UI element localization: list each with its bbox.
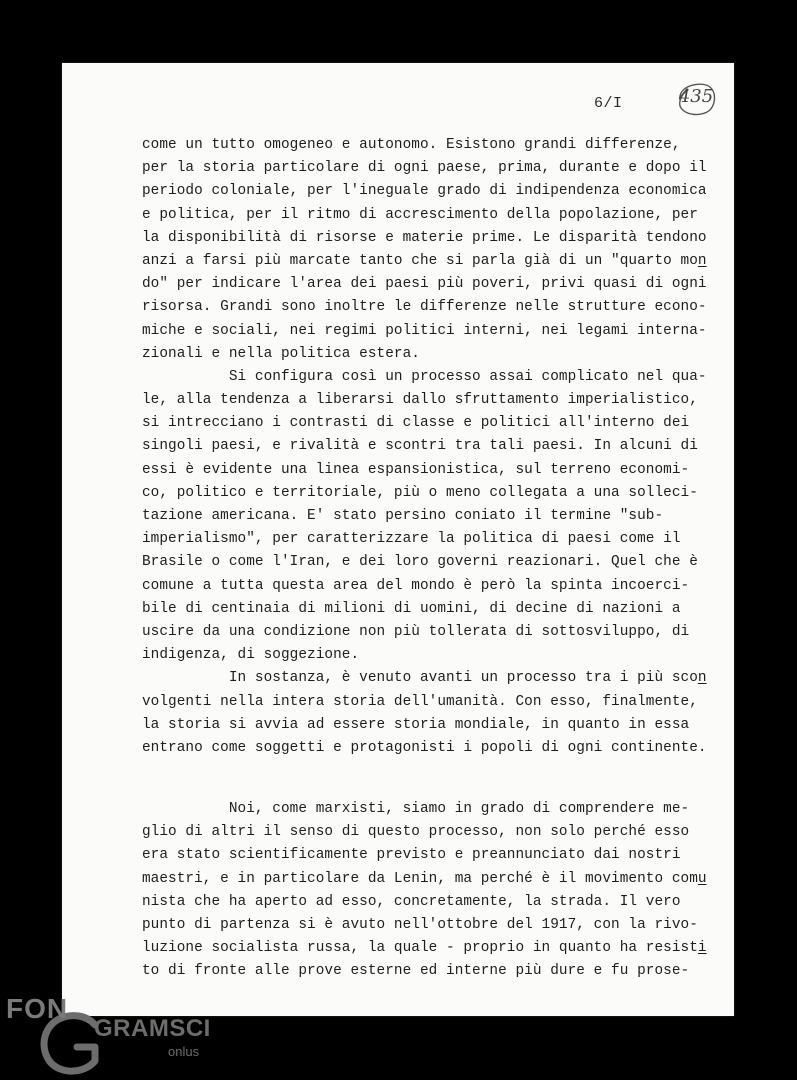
text-segment: risorsa. Grandi sono inoltre le differenze nelle strutture econo- <box>142 299 707 316</box>
text-segment: entrano come soggetti e protagonisti i popoli di ogni continente. <box>142 739 707 756</box>
underlined-text-segment: n <box>697 670 707 687</box>
text-segment: era stato scientificamente previsto e preannunciato dai nostri <box>142 847 681 864</box>
text-segment: to di fronte alle prove esterne ed interne più dure e fu prose- <box>142 963 690 980</box>
text-segment: tazione americana. E' stato persino coniato il termine "sub- <box>142 508 664 524</box>
text-line <box>142 366 707 389</box>
text-line <box>142 691 702 714</box>
text-segment: uscire da una condizione non più tollerata di sottosviluppo, di <box>142 623 690 640</box>
text-line <box>142 528 702 551</box>
text-segment: le, alla tendenza a liberarsi dallo sfruttamento imperialistico, <box>142 392 698 409</box>
text-segment: periodo coloniale, per l'ineguale grado di indipendenza economica <box>142 183 707 200</box>
text-segment: maestri, e in particolare da Lenin, ma perché è il movimento com <box>142 870 698 887</box>
text-line <box>142 134 702 157</box>
text-segment: Noi, come marxisti, siamo in grado di comprendere me- <box>142 801 690 817</box>
text-line <box>142 157 707 180</box>
text-line <box>142 914 702 937</box>
text-segment: luzione socialista russa, la quale - proprio in quanto ha resist <box>142 940 698 957</box>
text-segment: volgenti nella intera storia dell'umanità. Con esso, finalmente, <box>142 693 698 710</box>
text-line <box>142 250 707 273</box>
text-line <box>142 459 702 482</box>
text-line <box>142 844 702 867</box>
text-segment: la storia si avvia ad essere storia mondiale, in quanto in essa <box>142 716 690 733</box>
text-line <box>142 891 702 914</box>
page-number: 6/I <box>594 95 623 112</box>
text-segment: la disponibilità di risorse e materie prime. Le disparità tendono <box>142 229 707 246</box>
text-line <box>142 412 702 435</box>
text-segment: per la storia particolare di ogni paese, prima, durante e dopo il <box>142 160 707 177</box>
text-segment: indigenza, di soggezione. <box>142 647 360 664</box>
text-line <box>142 575 702 598</box>
text-segment: punto di partenza si è avuto nell'ottobre del 1917, con la rivo- <box>142 916 698 933</box>
text-line <box>142 204 702 227</box>
text-line <box>142 505 702 528</box>
text-segment: zionali e nella politica estera. <box>142 345 420 362</box>
text-segment: bile di centinaia di milioni di uomini, di decine di nazioni a <box>142 600 681 617</box>
text-segment: Brasile o come l'Iran, e dei loro governi reazionari. Quel che è <box>142 554 698 571</box>
text-segment: e politica, per il ritmo di accrescimento della popolazione, per <box>142 206 698 223</box>
text-segment: essi è evidente una linea espansionistica, sul terreno economi- <box>142 461 690 478</box>
handwritten-page-number <box>674 80 718 118</box>
text-segment: si intrecciano i contrasti di classe e politici all'interno dei <box>142 415 690 432</box>
text-segment: In sostanza, è venuto avanti un processo tra i più sco <box>142 670 698 687</box>
text-line <box>142 180 707 203</box>
text-line <box>142 273 707 296</box>
text-segment: glio di altri il senso di questo processo, non solo perché esso <box>142 824 690 841</box>
underlined-text-segment: i <box>697 940 707 957</box>
text-line <box>142 320 707 343</box>
text-line <box>142 798 702 821</box>
watermark-fon-text: FON <box>6 993 69 1024</box>
text-line <box>142 227 707 250</box>
document-page <box>62 63 734 1016</box>
text-segment: do" per indicare l'area dei paesi più poveri, privi quasi di ogni <box>142 276 707 293</box>
text-line <box>142 389 702 412</box>
body-text-block-2 <box>142 798 707 984</box>
text-segment: nista che ha aperto ad esso, concretamente, la strada. Il vero <box>142 893 681 910</box>
underlined-text-segment: n <box>697 252 707 269</box>
text-segment: Si configura così un processo assai complicato nel qua- <box>142 368 707 385</box>
text-segment: come un tutto omogeneo e autonomo. Esistono grandi differenze, <box>142 137 681 153</box>
body-text-block-1 <box>142 134 707 760</box>
text-line <box>142 343 702 366</box>
text-segment: imperialismo", per caratterizzare la politica di paesi come il <box>142 531 681 548</box>
text-line <box>142 667 707 690</box>
text-segment: co, politico e territoriale, più o meno collegata a una solleci- <box>142 484 698 501</box>
text-line <box>142 644 702 667</box>
text-line <box>142 435 702 458</box>
text-line <box>142 821 702 844</box>
watermark-gramsci-text: GRAMSCI <box>94 1015 211 1042</box>
text-line <box>142 737 707 760</box>
text-line <box>142 937 707 960</box>
text-line <box>142 296 707 319</box>
text-segment: comune a tutta questa area del mondo è però la spinta incoerci- <box>142 577 690 594</box>
text-line <box>142 960 702 983</box>
watermark-onlus-text: onlus <box>168 1044 200 1059</box>
watermark-logo <box>0 985 230 1080</box>
text-line <box>142 551 702 574</box>
text-line <box>142 868 707 891</box>
text-line <box>142 714 702 737</box>
text-line <box>142 482 702 505</box>
text-segment: miche e sociali, nei regimi politici interni, nei legami interna- <box>142 322 707 339</box>
text-line <box>142 621 702 644</box>
text-segment: singoli paesi, e rivalità e scontri tra tali paesi. In alcuni di <box>142 438 698 455</box>
text-line <box>142 598 702 621</box>
underlined-text-segment: u <box>697 870 707 887</box>
handwritten-number-text: 435 <box>678 86 714 107</box>
text-segment: anzi a farsi più marcate tanto che si parla già di un "quarto mo <box>142 252 698 269</box>
